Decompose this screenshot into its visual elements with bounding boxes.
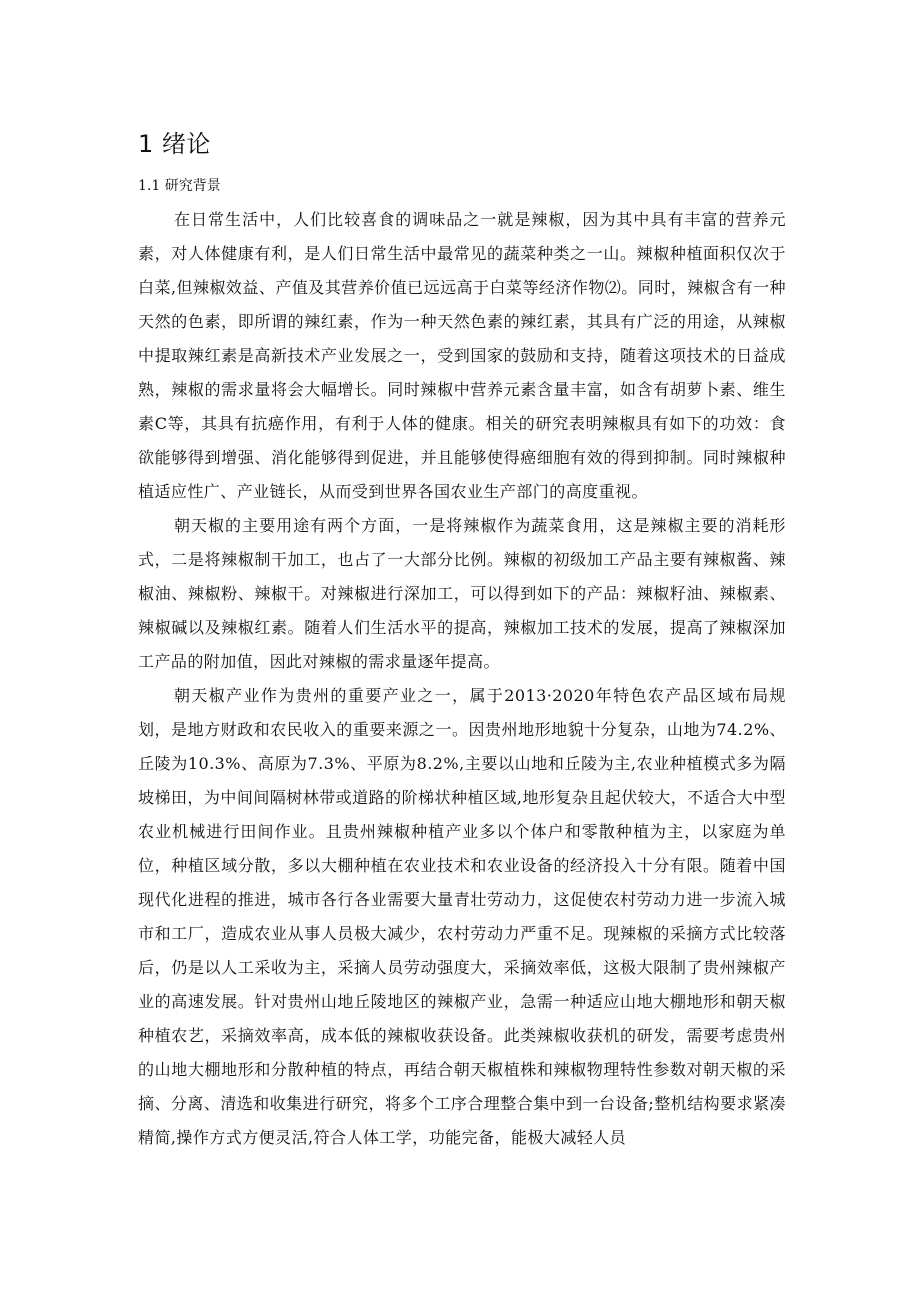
paragraph-pepper-importance: 在日常生活中，人们比较喜食的调味品之一就是辣椒，因为其中具有丰富的营养元素，对人体健康有利，是人们日常生活中最常见的蔬菜种类之一山。辣椒种植面积仅次于白菜,但辣椒效益、产值及其营养价值已远远高于白菜等经济作物⑵。同时，辣椒含有一种天然的色素，即所谓的辣红素，作为一种天然色素的辣红素，其具有广泛的用途，从辣椒中提取辣红素是高新技术产业发展之一，受到国家的鼓励和支持，随着这项技术的日益成熟，辣椒的需求量将会大幅增长。同时辣椒中营养元素含量丰富，如含有胡萝卜素、维生素C等，其具有抗癌作用，有利于人体的健康。相关的研究表明辣椒具有如下的功效：食欲能够得到增强、消化能够得到促进，并且能够使得癌细胞有效的得到抑制。同时辣椒种植适应性广、产业链长，从而受到世界各国农业生产部门的高度重视。 <box>138 210 786 501</box>
paragraph-guizhou-industry: 朝天椒产业作为贵州的重要产业之一，属于2013·2020年特色农产品区域布局规划，是地方财政和农民收入的重要来源之一。因贵州地形地貌十分复杂，山地为74.2%、丘陵为10.3%、高原为7.3%、平原为8.2%,主要以山地和丘陵为主,农业种植模式多为隔坡梯田，为中间间隔树林带或道路的阶梯状种植区域,地形复杂且起伏较大，不适合大中型农业机械进行田间作业。且贵州辣椒种植产业多以个体户和零散种植为主，以家庭为单位，种植区域分散，多以大棚种植在农业技术和农业设备的经济投入十分有限。随着中国现代化进程的推进，城市各行各业需要大量青壮劳动力，这促使农村劳动力进一步流入城市和工厂，造成农业从事人员极大减少，农村劳动力严重不足。现辣椒的采摘方式比较落后，仍是以人工采收为主，采摘人员劳动强度大，采摘效率低，这极大限制了贵州辣椒产业的高速发展。针对贵州山地丘陵地区的辣椒产业，急需一种适应山地大棚地形和朝天椒种植农艺，采摘效率高，成本低的辣椒收获设备。此类辣椒收获机的研发，需要考虑贵州的山地大棚地形和分散种植的特点，再结合朝天椒植株和辣椒物理特性参数对朝天椒的采摘、分离、清选和收集进行研究，将多个工序合理整合集中到一台设备;整机结构要求紧凑精简,操作方式方便灵活,符合人体工学，功能完备，能极大减轻人员 <box>138 686 786 1147</box>
chapter-title: 1 绪论 <box>138 130 211 158</box>
section-title: 1.1 研究背景 <box>138 178 221 194</box>
body-text <box>138 203 786 1155</box>
paragraph-pepper-uses: 朝天椒的主要用途有两个方面，一是将辣椒作为蔬菜食用，这是辣椒主要的消耗形式，二是将辣椒制干加工，也占了一大部分比例。辣椒的初级加工产品主要有辣椒酱、辣椒油、辣椒粉、辣椒干。对辣椒进行深加工，可以得到如下的产品：辣椒籽油、辣椒素、辣椒碱以及辣椒红素。随着人们生活水平的提高，辣椒加工技术的发展，提高了辣椒深加工产品的附加值，因此对辣椒的需求量逐年提高。 <box>138 516 786 671</box>
